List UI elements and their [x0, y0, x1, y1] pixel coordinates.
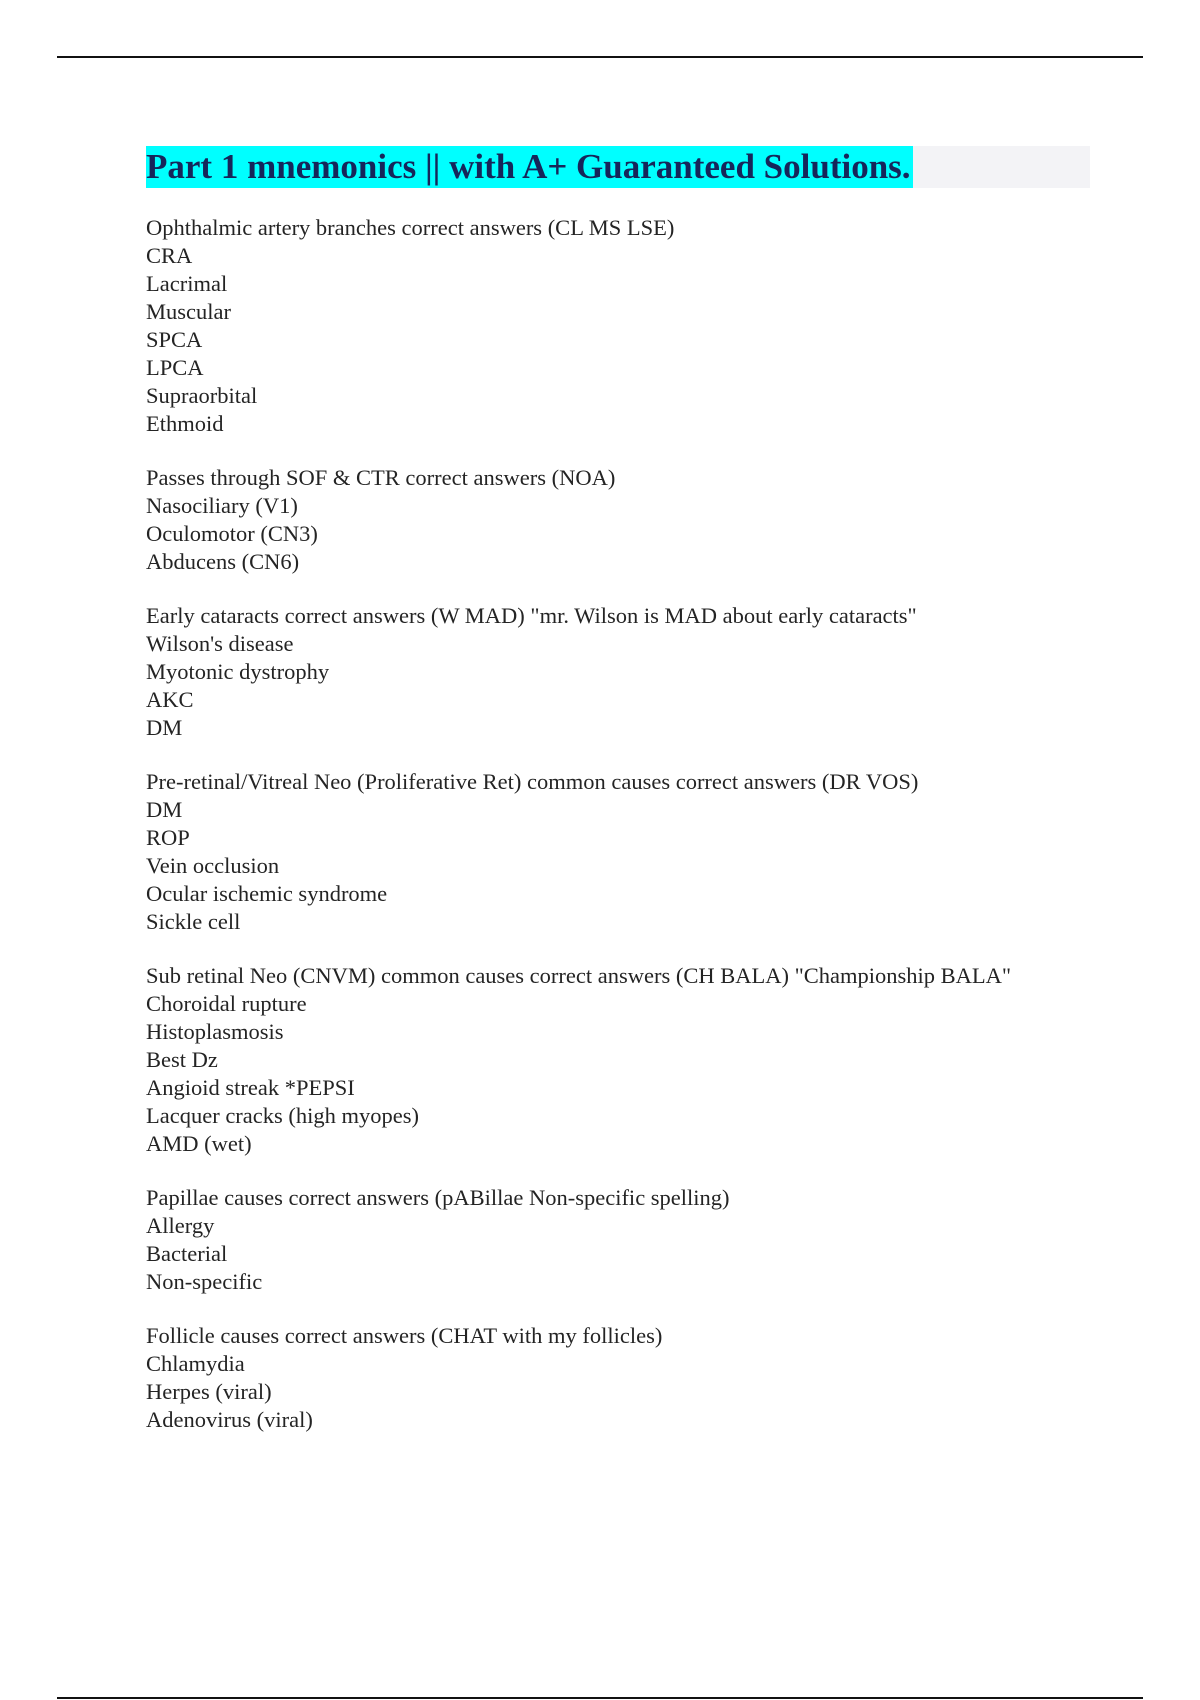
- section-question: Passes through SOF & CTR correct answers (NOA): [146, 465, 616, 490]
- title-band: [146, 146, 1090, 188]
- answer-item: SPCA: [146, 327, 203, 352]
- answer-item: Best Dz: [146, 1047, 218, 1072]
- answer-item: CRA: [146, 243, 193, 268]
- answer-item: Ocular ischemic syndrome: [146, 881, 388, 906]
- answer-item: Non-specific: [146, 1269, 263, 1294]
- section-ophthalmic-artery: [146, 214, 1090, 438]
- answer-item: Angioid streak *PEPSI: [146, 1075, 355, 1100]
- answer-item: DM: [146, 797, 183, 822]
- answer-item: Adenovirus (viral): [146, 1407, 313, 1432]
- answer-item: Histoplasmosis: [146, 1019, 284, 1044]
- section-question: Early cataracts correct answers (W MAD) "mr. Wilson is MAD about early cataracts": [146, 603, 917, 628]
- answer-item: Chlamydia: [146, 1351, 245, 1376]
- answer-item: Vein occlusion: [146, 853, 280, 878]
- answer-item: Choroidal rupture: [146, 991, 307, 1016]
- answer-item: Herpes (viral): [146, 1379, 272, 1404]
- document-title: Part 1 mnemonics || with A+ Guaranteed Solutions.: [146, 147, 911, 186]
- answer-item: LPCA: [146, 355, 204, 380]
- answer-item: Oculomotor (CN3): [146, 521, 318, 546]
- section-question: Papillae causes correct answers (pABillae Non-specific spelling): [146, 1185, 730, 1210]
- answer-item: ROP: [146, 825, 190, 850]
- answer-item: Supraorbital: [146, 383, 258, 408]
- answer-item: Myotonic dystrophy: [146, 659, 330, 684]
- answer-item: Bacterial: [146, 1241, 228, 1266]
- answer-item: Allergy: [146, 1213, 215, 1238]
- answer-item: Ethmoid: [146, 411, 224, 436]
- section-subretinal-neo: [146, 962, 1090, 1158]
- answer-item: Lacrimal: [146, 271, 228, 296]
- section-preretinal-neo: [146, 768, 1090, 936]
- answer-item: Wilson's disease: [146, 631, 294, 656]
- section-follicle: [146, 1322, 1090, 1434]
- section-early-cataracts: [146, 602, 1090, 742]
- answer-item: Muscular: [146, 299, 231, 324]
- answer-item: Nasociliary (V1): [146, 493, 298, 518]
- answer-item: Lacquer cracks (high myopes): [146, 1103, 420, 1128]
- section-question: Pre-retinal/Vitreal Neo (Proliferative Ret) common causes correct answers (DR VOS): [146, 769, 919, 794]
- answer-item: Sickle cell: [146, 909, 241, 934]
- page-content: [146, 146, 1090, 1460]
- answer-item: DM: [146, 715, 183, 740]
- section-sof-ctr: [146, 464, 1090, 576]
- section-question: Follicle causes correct answers (CHAT with my follicles): [146, 1323, 663, 1348]
- section-question: Ophthalmic artery branches correct answers (CL MS LSE): [146, 215, 675, 240]
- section-question: Sub retinal Neo (CNVM) common causes correct answers (CH BALA) "Championship BALA": [146, 963, 1012, 988]
- answer-item: Abducens (CN6): [146, 549, 300, 574]
- answer-item: AMD (wet): [146, 1131, 252, 1156]
- top-rule: [57, 56, 1143, 58]
- answer-item: AKC: [146, 687, 194, 712]
- section-papillae: [146, 1184, 1090, 1296]
- sections-container: [146, 214, 1090, 1434]
- bottom-rule: [57, 1697, 1143, 1699]
